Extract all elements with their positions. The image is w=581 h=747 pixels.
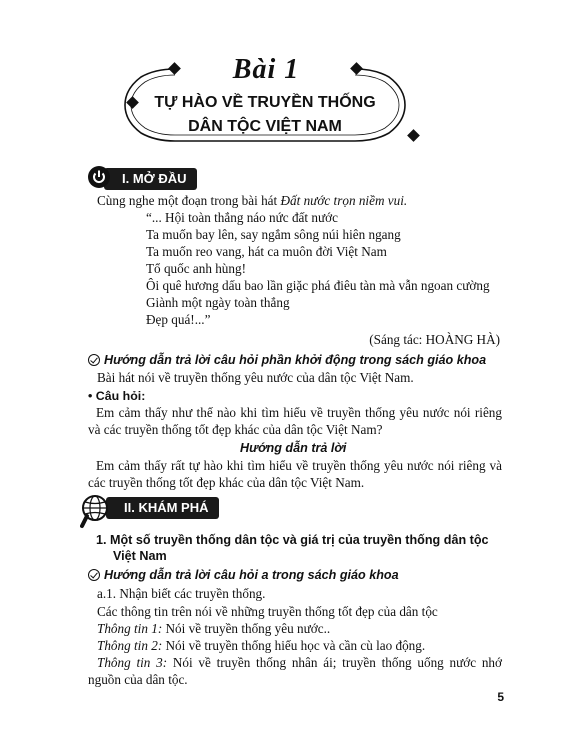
guide-answer: Bài hát nói về truyền thống yêu nước của dân tộc Việt Nam. (97, 370, 414, 385)
lyric-line: Ta muốn reo vang, hát ca muôn đời Việt Nam (146, 244, 387, 259)
guide-title-text: Hướng dẫn trả lời câu hỏi a trong sách giáo khoa (104, 568, 399, 582)
lyric-line: Tổ quốc anh hùng! (146, 261, 246, 276)
intro-line (97, 192, 407, 209)
page-number: 5 (497, 690, 504, 704)
lesson-number: Bài 1 (232, 54, 300, 85)
info2-line (97, 637, 425, 654)
info2-text: Nói về truyền thống hiếu học và cần cù lao động. (162, 638, 426, 653)
answer-text: Em cảm thấy rất tự hào khi tìm hiểu về truyền thống yêu nước nói riêng và các truyền thống tốt đẹp khác của dân tộc Việt Nam. (88, 458, 502, 490)
guide-title-warmup (88, 353, 486, 367)
info3-line (88, 654, 502, 688)
info2-label: Thông tin 2: (97, 638, 163, 653)
power-symbol (88, 166, 110, 188)
section-heading-explore: II. KHÁM PHÁ (106, 497, 219, 519)
check-circle-icon (88, 569, 100, 581)
sub-heading-line2: Việt Nam (113, 549, 167, 563)
guide-title-question-a (88, 568, 399, 582)
song-title: Đất nước trọn niềm vui. (280, 193, 408, 208)
info1-line (97, 620, 330, 637)
guide-title-text: Hướng dẫn trả lời câu hỏi phần khởi động trong sách giáo khoa (104, 353, 487, 367)
info3-label: Thông tin 3: (97, 655, 168, 670)
line-a1: a.1. Nhận biết các truyền thống. (97, 586, 266, 601)
power-icon (88, 166, 110, 188)
song-credit: (Sáng tác: HOÀNG HÀ) (369, 332, 500, 347)
lyric-line: Ôi quê hương dấu bao lần giặc phá điêu tàn mà vẫn ngoan cường (146, 278, 490, 293)
intro-prefix: Cùng nghe một đoạn trong bài hát (97, 193, 281, 208)
globe-magnifier-icon (80, 493, 116, 529)
answer-title: Hướng dẫn trả lời (240, 441, 347, 455)
check-circle-icon (88, 354, 100, 366)
lyric-line: Đẹp quá!...” (146, 312, 211, 327)
lyric-line: Ta muốn bay lên, say ngắm sông núi hiên ngang (146, 227, 401, 242)
info1-text: Nói về truyền thống yêu nước.. (162, 621, 331, 636)
question-label: • Câu hỏi: (88, 389, 146, 403)
lyric-line: “... Hội toàn thắng náo nức đất nước (146, 210, 338, 225)
lesson-title-line1: TỰ HÀO VỀ TRUYỀN THỐNG (154, 94, 376, 111)
sub-heading-line1: 1. Một số truyền thống dân tộc và giá trị của truyền thống dân tộc (96, 533, 489, 547)
info3-text: Nói về truyền thống nhân ái; truyền thống uống nước nhớ nguồn của dân tộc. (88, 655, 502, 687)
section-heading-intro: I. MỞ ĐẦU (104, 168, 197, 190)
question-text: Em cảm thấy như thế nào khi tìm hiểu về truyền thống yêu nước nói riêng và các truyền thống tốt đẹp khác của dân tộc Việt Nam? (88, 405, 502, 437)
line-info: Các thông tin trên nói về những truyền thống tốt đẹp của dân tộc (97, 604, 438, 619)
lesson-title-line2: DÂN TỘC VIỆT NAM (188, 118, 342, 135)
info1-label: Thông tin 1: (97, 621, 163, 636)
lyrics-block (146, 209, 490, 328)
globe-icon (80, 493, 116, 529)
lyric-line: Giành một ngày toàn thắng (146, 295, 290, 310)
